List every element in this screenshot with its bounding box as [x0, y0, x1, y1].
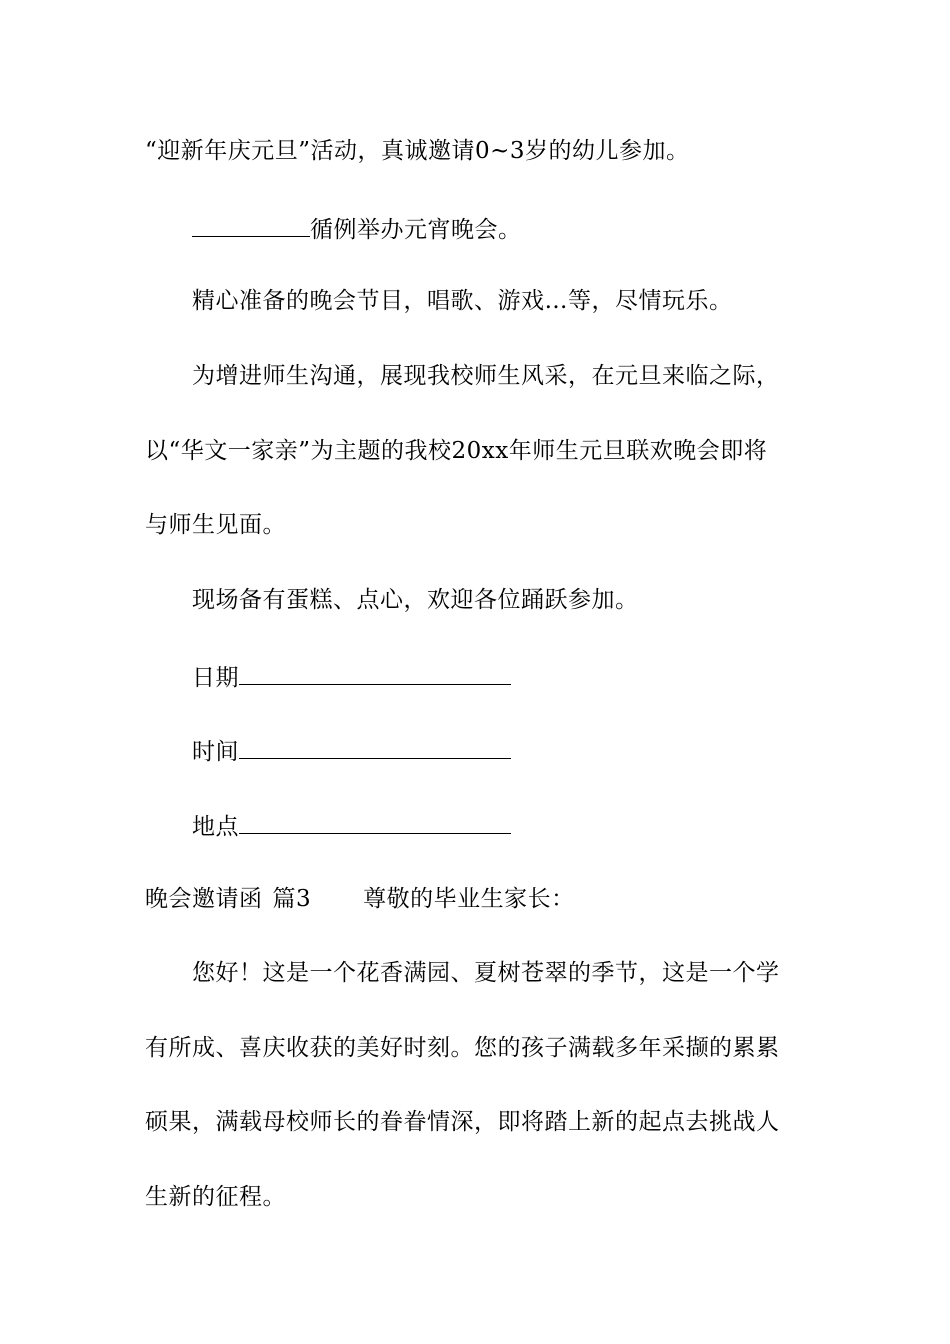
paragraph-line: [192, 361, 780, 391]
paragraph-text: 生新的征程。: [145, 1184, 286, 1210]
paragraph-text: 循例举办元宵晚会。: [310, 217, 522, 243]
place-field-line: [192, 809, 511, 842]
paragraph-line: [192, 585, 639, 615]
paragraph-text: 硕果，满载母校师长的眷眷情深，即将踏上新的起点去挑战人: [145, 1109, 780, 1135]
paragraph-line: [145, 1182, 286, 1212]
place-label: 地点: [192, 814, 239, 840]
paragraph-text: “迎新年庆元旦”活动，真诚邀请0~3岁的幼儿参加。: [145, 138, 690, 164]
paragraph-text: 有所成、喜庆收获的美好时刻。您的孩子满载多年采撷的累累: [145, 1035, 780, 1061]
paragraph-line: [145, 436, 767, 466]
paragraph-line: [192, 286, 733, 316]
paragraph-text: 您好！这是一个花香满园、夏树苍翠的季节，这是一个学: [192, 960, 780, 986]
paragraph-line: [192, 212, 522, 245]
paragraph-text: 与师生见面。: [145, 512, 286, 538]
section-title: 晚会邀请函: [145, 886, 263, 912]
date-field-line: [192, 660, 511, 693]
section-heading-line: [145, 884, 575, 914]
salutation: 尊敬的毕业生家长：: [363, 886, 575, 912]
paragraph-text: 现场备有蛋糕、点心，欢迎各位踊跃参加。: [192, 587, 639, 613]
paragraph-text: 精心准备的晚会节目，唱歌、游戏…等，尽情玩乐。: [192, 288, 733, 314]
place-blank: [239, 809, 511, 834]
time-label: 时间: [192, 739, 239, 765]
paragraph-line: [145, 510, 286, 540]
paragraph-line: [192, 958, 780, 988]
paragraph-text: 为增进师生沟通，展现我校师生风采，在元旦来临之际，: [192, 363, 780, 389]
date-label: 日期: [192, 665, 239, 691]
time-field-line: [192, 734, 511, 767]
paragraph-line: [145, 1033, 780, 1063]
paragraph-text: 以“华文一家亲”为主题的我校20xx年师生元旦联欢晚会即将: [145, 438, 768, 464]
paragraph-line: [145, 1107, 780, 1137]
paragraph-line: [145, 136, 690, 166]
section-number: 篇3: [272, 886, 312, 912]
time-blank: [239, 734, 511, 759]
fill-in-blank: [192, 212, 310, 237]
date-blank: [239, 660, 511, 685]
